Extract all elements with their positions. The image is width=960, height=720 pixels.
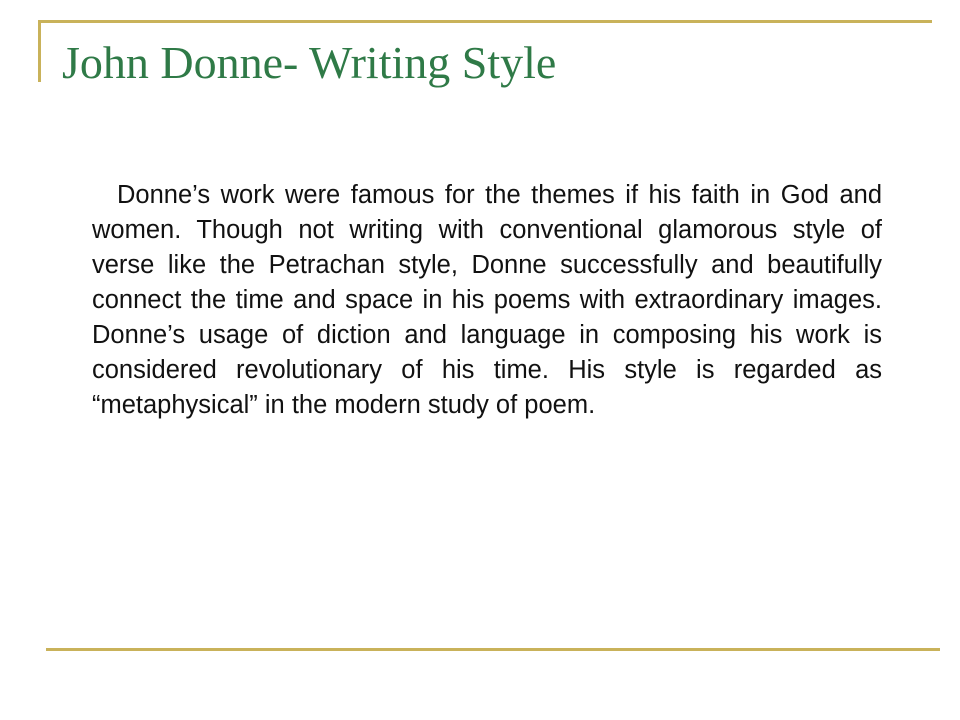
left-border-line (38, 20, 41, 82)
top-border-line (38, 20, 932, 23)
bottom-border-line (46, 648, 940, 651)
slide-body-text: Donne’s work were famous for the themes if his faith in God and women. Though not writing with conventional glamorous style of verse like the Petrachan style, Donne successfully and beautifully connect the time and space in his poems with extraordinary images. Donne’s usage of diction and language in composing his work is considered revolutionary of his time. His style is regarded as “metaphysical” in the modern study of poem. (92, 181, 882, 419)
slide-title: John Donne- Writing Style (62, 37, 557, 88)
